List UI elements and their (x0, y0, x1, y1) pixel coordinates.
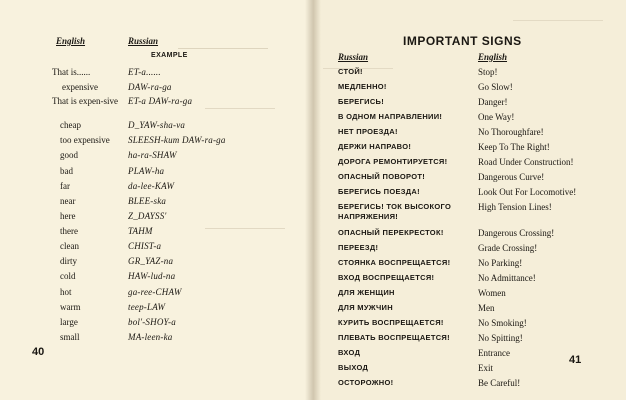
column-header-russian: Russian (128, 36, 159, 46)
russian-sign: ВХОД (338, 348, 361, 357)
russian-sign: ВХОД ВОСПРЕЩАЕТСЯ! (338, 273, 435, 282)
english-sign: Look Out For Locomotive! (478, 187, 577, 197)
russian-sign: БЕРЕГИСЬ! ТОК ВЫСОКОГО НАПРЯЖЕНИЯ! (338, 202, 452, 221)
phonetic-russian: ha-ra-SHAW (128, 150, 177, 160)
english-sign: Dangerous Crossing! (478, 228, 555, 238)
phonetic-russian: Z_DAYSS' (128, 211, 167, 221)
english-sign: No Thoroughfare! (478, 127, 544, 137)
english-word: too expensive (60, 135, 110, 145)
russian-sign: ОПАСНЫЙ ПОВОРОТ! (338, 172, 426, 181)
english-sign: Entrance (478, 348, 510, 358)
phonetic-russian: TAHM (128, 226, 153, 236)
english-sign: Women (478, 288, 506, 298)
english-sign: No Parking! (478, 258, 523, 268)
example-label: EXAMPLE (151, 52, 188, 59)
english-sign: No Smoking! (478, 318, 527, 328)
english-sign: One Way! (478, 112, 515, 122)
english-word: small (60, 332, 80, 342)
phonetic-russian: CHIST-a (128, 241, 162, 251)
russian-sign: СТОЙ! (338, 67, 363, 76)
english-word: That is expen-sive (52, 96, 118, 106)
phonetic-russian: PLAW-ha (128, 166, 165, 176)
russian-sign: ОПАСНЫЙ ПЕРЕКРЕСТОК! (338, 228, 444, 237)
russian-sign: СТОЯНКА ВОСПРЕЩАЕТСЯ! (338, 258, 451, 267)
phonetic-russian: teep-LAW (128, 302, 166, 312)
english-sign: High Tension Lines! (478, 202, 552, 212)
english-sign: Keep To The Right! (478, 142, 550, 152)
russian-sign: ДОРОГА РЕМОНТИРУЕТСЯ! (338, 157, 448, 166)
phonetic-russian: ET-a DAW-ra-ga (128, 96, 193, 106)
english-sign: Danger! (478, 97, 508, 107)
english-sign: Dangerous Curve! (478, 172, 545, 182)
russian-sign: НЕТ ПРОЕЗДА! (338, 127, 398, 136)
english-sign: Grade Crossing! (478, 243, 538, 253)
english-word: warm (60, 302, 81, 312)
english-word: clean (60, 241, 79, 251)
phonetic-russian: SLEESH-kum DAW-ra-ga (128, 135, 226, 145)
phonetic-russian: MA-leen-ka (128, 332, 173, 342)
page-title: IMPORTANT SIGNS (403, 34, 522, 48)
russian-sign: БЕРЕГИСЬ! (338, 97, 385, 106)
phonetic-russian: da-lee-KAW (128, 181, 175, 191)
english-word: That is...... (52, 67, 91, 77)
phonetic-russian: BLEE-ska (128, 196, 167, 206)
phonetic-russian: HAW-lud-na (128, 271, 176, 281)
book-gutter (305, 0, 321, 400)
english-word: hot (60, 287, 72, 297)
russian-sign: ВЫХОД (338, 363, 369, 372)
russian-sign: ПЕРЕЕЗД! (338, 243, 379, 252)
english-word: large (60, 317, 78, 327)
column-header-russian: Russian (338, 52, 369, 62)
english-sign: Men (478, 303, 495, 313)
english-word: expensive (62, 82, 98, 92)
english-sign: No Admittance! (478, 273, 536, 283)
english-sign: No Spitting! (478, 333, 523, 343)
column-header-english: English (56, 36, 86, 46)
phonetic-russian: bol'-SHOY-a (128, 317, 176, 327)
russian-sign: В ОДНОМ НАПРАВЛЕНИИ! (338, 112, 443, 121)
russian-sign: ДЛЯ МУЖЧИН (338, 303, 393, 312)
english-word: bad (60, 166, 73, 176)
page-number: 40 (32, 346, 45, 358)
russian-sign: ПЛЕВАТЬ ВОСПРЕЩАЕТСЯ! (338, 333, 450, 342)
phonetic-russian: D_YAW-sha-va (128, 120, 186, 130)
english-sign: Exit (478, 363, 493, 373)
english-sign: Go Slow! (478, 82, 513, 92)
bleed-through-mark (513, 12, 603, 21)
russian-sign: КУРИТЬ ВОСПРЕЩАЕТСЯ! (338, 318, 444, 327)
bleed-through-mark (205, 220, 285, 229)
english-word: near (60, 196, 76, 206)
right-page (313, 0, 626, 400)
english-word: cheap (60, 120, 81, 130)
english-sign: Stop! (478, 67, 498, 77)
russian-sign: ДЕРЖИ НАПРАВО! (338, 142, 412, 151)
phonetic-russian: DAW-ra-ga (128, 82, 172, 92)
english-word: far (60, 181, 70, 191)
english-word: dirty (60, 256, 77, 266)
bleed-through-mark (178, 40, 268, 49)
phonetic-russian: ga-ree-CHAW (128, 287, 182, 297)
english-word: good (60, 150, 78, 160)
english-sign: Road Under Construction! (478, 157, 574, 167)
phonetic-russian: GR_YAZ-na (128, 256, 174, 266)
column-header-english: English (478, 52, 508, 62)
english-word: there (60, 226, 78, 236)
russian-sign: ОСТОРОЖНО! (338, 378, 394, 387)
russian-sign: БЕРЕГИСЬ ПОЕЗДА! (338, 187, 420, 196)
english-word: here (60, 211, 76, 221)
bleed-through-mark (205, 100, 275, 109)
phonetic-russian: ET-a...... (128, 67, 161, 77)
english-word: cold (60, 271, 76, 281)
page-number: 41 (569, 354, 582, 366)
russian-sign: ДЛЯ ЖЕНЩИН (338, 288, 395, 297)
russian-sign: МЕДЛЕННО! (338, 82, 387, 91)
english-sign: Be Careful! (478, 378, 521, 388)
